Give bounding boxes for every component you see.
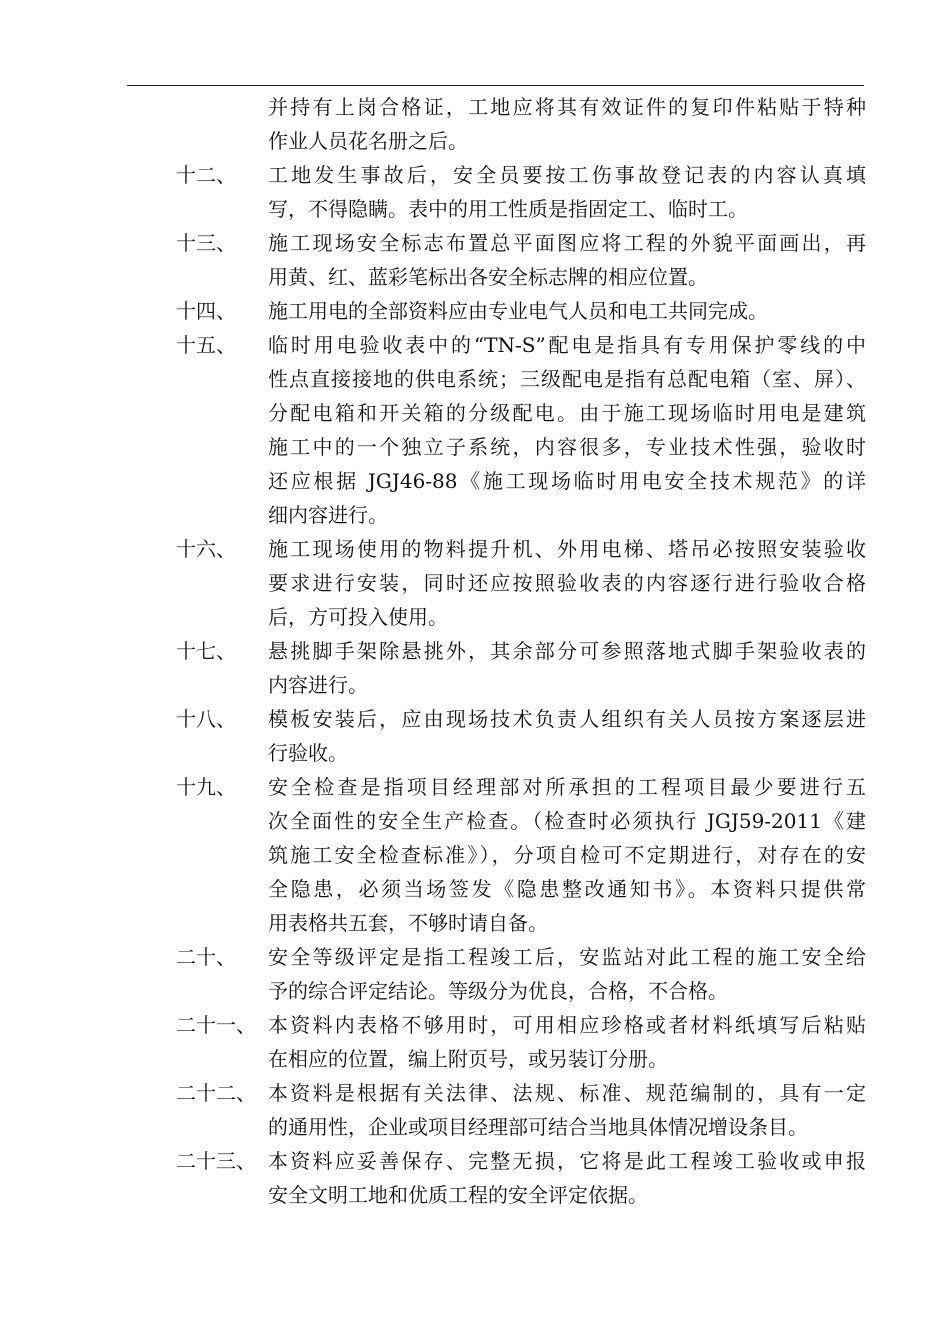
- header-rule: [127, 85, 864, 86]
- item-number: 十九、: [176, 775, 236, 799]
- text-line: 还应根据 JGJ46-88《施工现场临时用电安全技术规范》的详: [268, 469, 866, 493]
- list-item: [176, 328, 866, 532]
- item-text: [268, 90, 866, 158]
- item-text: [268, 1008, 866, 1076]
- item-text: [268, 294, 866, 328]
- item-number: 二十、: [176, 945, 236, 969]
- item-text: [268, 770, 866, 940]
- text-line: 施工现场安全标志布置总平面图应将工程的外貌平面画出，再: [268, 231, 866, 255]
- text-line: 予的综合评定结论。等级分为优良，合格，不合格。: [268, 979, 728, 1003]
- list-item: [176, 1076, 866, 1144]
- text-line: 全隐患，必须当场签发《隐患整改通知书》。本资料只提供常: [268, 877, 866, 901]
- item-text: [268, 532, 866, 634]
- list-item: [176, 1008, 866, 1076]
- text-line: 安全等级评定是指工程竣工后，安监站对此工程的施工安全给: [268, 945, 866, 969]
- item-number: 十八、: [176, 707, 236, 731]
- text-line: 施工现场使用的物料提升机、外用电梯、塔吊必按照安装验收: [268, 537, 866, 561]
- text-line: 施工中的一个独立子系统，内容很多，专业技术性强，验收时: [268, 435, 866, 459]
- text-line: 临时用电验收表中的“TN-S”配电是指具有专用保护零线的中: [268, 333, 866, 357]
- text-line: 安全检查是指项目经理部对所承担的工程项目最少要进行五: [268, 775, 866, 799]
- item-text: [268, 634, 866, 702]
- list-item: [176, 294, 866, 328]
- text-line: 分配电箱和开关箱的分级配电。由于施工现场临时用电是建筑: [268, 401, 866, 425]
- text-line: 筑施工安全检查标准》），分项自检可不定期进行，对存在的安: [268, 843, 866, 867]
- text-line: 施工用电的全部资料应由专业电气人员和电工共同完成。: [268, 299, 768, 323]
- text-line: 在相应的位置，编上附页号，或另装订分册。: [268, 1047, 668, 1071]
- item-number: 十五、: [176, 333, 236, 357]
- text-line: 的通用性，企业或项目经理部可结合当地具体情况增设条目。: [268, 1115, 808, 1139]
- text-line: 要求进行安装，同时还应按照验收表的内容逐行进行验收合格: [268, 571, 866, 595]
- text-line: 模板安装后，应由现场技术负责人组织有关人员按方案逐层进: [268, 707, 866, 731]
- item-text: [268, 158, 866, 226]
- text-line: 工地发生事故后，安全员要按工伤事故登记表的内容认真填: [268, 163, 866, 187]
- item-number: 二十一、: [176, 1013, 256, 1037]
- text-line: 细内容进行。: [268, 503, 388, 527]
- list-item: [176, 940, 866, 1008]
- text-line: 悬挑脚手架除悬挑外，其余部分可参照落地式脚手架验收表的: [268, 639, 866, 663]
- item-number: 十二、: [176, 163, 236, 187]
- item-text: [268, 1076, 866, 1144]
- list-item: [176, 702, 866, 770]
- text-line: 后，方可投入使用。: [268, 605, 448, 629]
- item-text: [268, 940, 866, 1008]
- text-line: 本资料内表格不够用时，可用相应珍格或者材料纸填写后粘贴: [268, 1013, 866, 1037]
- text-line: 本资料是根据有关法律、法规、标准、规范编制的，具有一定: [268, 1081, 866, 1105]
- text-line: 本资料应妥善保存、完整无损，它将是此工程竣工验收或申报: [268, 1149, 866, 1173]
- text-line: 内容进行。: [268, 673, 368, 697]
- item-number: 十四、: [176, 299, 236, 323]
- list-item: [176, 1144, 866, 1212]
- item-number: 十七、: [176, 639, 236, 663]
- item-text: [268, 226, 866, 294]
- item-text: [268, 328, 866, 532]
- text-line: 并持有上岗合格证，工地应将其有效证件的复印件粘贴于特种: [268, 95, 866, 119]
- text-line: 作业人员花名册之后。: [268, 129, 468, 153]
- list-item: [176, 158, 866, 226]
- list-item: [176, 634, 866, 702]
- list-item: [176, 226, 866, 294]
- text-line: 写，不得隐瞒。表中的用工性质是指固定工、临时工。: [268, 197, 748, 221]
- item-number: 二十三、: [176, 1149, 256, 1173]
- item-text: [268, 1144, 866, 1212]
- text-line: 安全文明工地和优质工程的安全评定依据。: [268, 1183, 648, 1207]
- document-body: [176, 90, 866, 1212]
- text-line: 用表格共五套，不够时请自备。: [268, 911, 548, 935]
- item-text: [268, 702, 866, 770]
- text-line: 行验收。: [268, 741, 348, 765]
- continuation-paragraph: [176, 90, 866, 158]
- text-line: 次全面性的安全生产检查。（检查时必须执行 JGJ59-2011《建: [268, 809, 866, 833]
- item-number: 十三、: [176, 231, 236, 255]
- item-number: 二十二、: [176, 1081, 256, 1105]
- text-line: 用黄、红、蓝彩笔标出各安全标志牌的相应位置。: [268, 265, 708, 289]
- item-number: 十六、: [176, 537, 236, 561]
- list-item: [176, 770, 866, 940]
- text-line: 性点直接接地的供电系统；三级配电是指有总配电箱（室、屏）、: [268, 367, 866, 391]
- list-item: [176, 532, 866, 634]
